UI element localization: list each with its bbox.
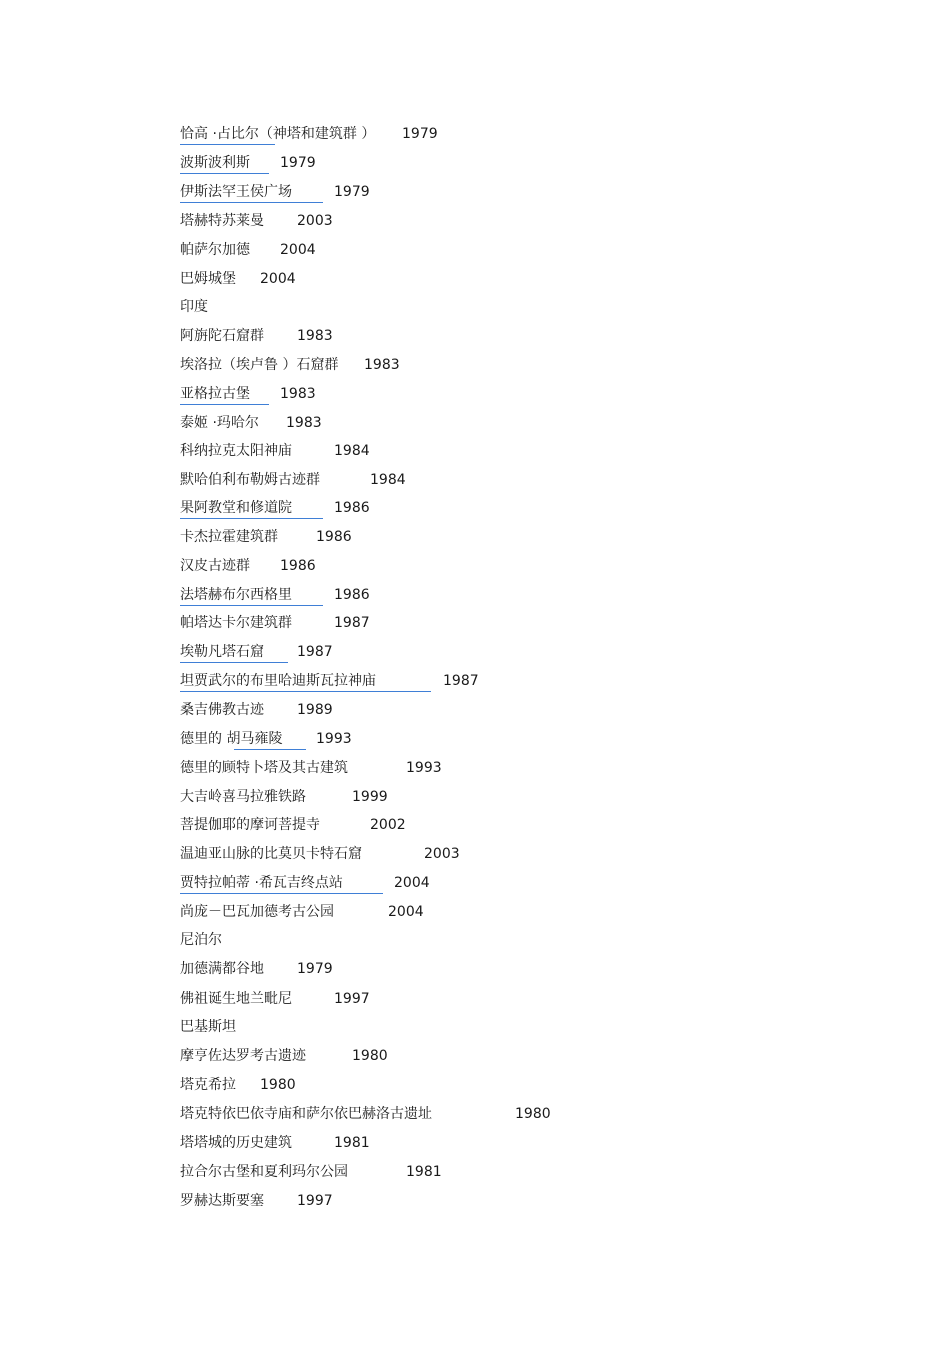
inscription-year: 1986	[280, 558, 316, 574]
site-entry	[180, 873, 430, 895]
site-entry	[180, 1046, 388, 1068]
site-name: 大吉岭喜马拉雅铁路	[180, 789, 306, 805]
site-name: 帕萨尔加德	[180, 242, 250, 258]
inscription-year: 1986	[316, 529, 352, 545]
site-name: 科纳拉克太阳神庙	[180, 443, 292, 459]
site-entry	[180, 1191, 333, 1213]
country-name: 尼泊尔	[180, 932, 222, 948]
country-heading	[180, 1017, 236, 1039]
inscription-year: 2004	[388, 904, 424, 920]
site-entry	[180, 1162, 442, 1184]
site-name: 汉皮古迹群	[180, 558, 250, 574]
site-name: 菩提伽耶的摩诃菩提寺	[180, 817, 320, 833]
site-name: 德里的顾特卜塔及其古建筑	[180, 760, 348, 776]
inscription-year: 1980	[260, 1077, 296, 1093]
link-underline	[234, 749, 306, 750]
inscription-year: 1989	[297, 702, 333, 718]
country-name: 印度	[180, 299, 208, 315]
site-entry	[180, 700, 333, 722]
site-name[interactable]: 恰高 ·占比尔（神塔和建筑群 ）	[180, 126, 376, 142]
site-entry	[180, 989, 370, 1011]
site-name: 塔赫特苏莱曼	[180, 213, 264, 229]
site-name: 泰姬 ·玛哈尔	[180, 415, 259, 431]
inscription-year: 1979	[280, 155, 316, 171]
inscription-year: 1981	[334, 1135, 370, 1151]
site-name[interactable]: 亚格拉古堡	[180, 386, 250, 402]
inscription-year: 1983	[280, 386, 316, 402]
site-entry	[180, 470, 406, 492]
site-entry	[180, 124, 438, 146]
link-underline	[180, 605, 323, 606]
site-entry	[180, 959, 333, 981]
link-underline	[180, 173, 269, 174]
link-underline	[180, 202, 323, 203]
site-entry	[180, 815, 406, 837]
site-entry	[180, 326, 333, 348]
site-name: 塔克希拉	[180, 1077, 236, 1093]
inscription-year: 1997	[334, 991, 370, 1007]
inscription-year: 1987	[443, 673, 479, 689]
site-name[interactable]: 波斯波利斯	[180, 155, 250, 171]
site-entry	[180, 441, 370, 463]
link-underline	[180, 662, 288, 663]
site-name: 佛祖诞生地兰毗尼	[180, 991, 292, 1007]
link-underline	[180, 518, 323, 519]
site-name: 尚庞－巴瓦加德考古公园	[180, 904, 334, 920]
inscription-year: 1983	[286, 415, 322, 431]
inscription-year: 1979	[334, 184, 370, 200]
site-entry	[180, 729, 352, 751]
site-entry	[180, 211, 333, 233]
site-entry	[180, 585, 370, 607]
site-entry	[180, 613, 370, 635]
site-name[interactable]: 伊斯法罕王侯广场	[180, 184, 292, 200]
site-name: 拉合尔古堡和夏利玛尔公园	[180, 1164, 348, 1180]
link-underline	[180, 691, 431, 692]
site-name[interactable]: 坦贾武尔的布里哈迪斯瓦拉神庙	[180, 673, 376, 689]
site-name: 塔塔城的历史建筑	[180, 1135, 292, 1151]
inscription-year: 1993	[406, 760, 442, 776]
inscription-year: 1981	[406, 1164, 442, 1180]
site-entry	[180, 787, 388, 809]
site-entry	[180, 527, 352, 549]
site-entry	[180, 902, 424, 924]
inscription-year: 1987	[334, 615, 370, 631]
inscription-year: 1986	[334, 587, 370, 603]
site-entry	[180, 240, 316, 262]
site-entry	[180, 1104, 551, 1126]
site-name[interactable]: 法塔赫布尔西格里	[180, 587, 292, 603]
inscription-year: 1980	[515, 1106, 551, 1122]
site-entry	[180, 844, 460, 866]
inscription-year: 2002	[370, 817, 406, 833]
site-entry	[180, 498, 370, 520]
site-name: 埃洛拉（埃卢鲁 ）石窟群	[180, 357, 339, 373]
site-name: 塔克特依巴依寺庙和萨尔依巴赫洛古遗址	[180, 1106, 432, 1122]
site-entry	[180, 153, 316, 175]
site-entry	[180, 384, 316, 406]
site-entry	[180, 642, 333, 664]
site-name: 巴姆城堡	[180, 271, 236, 287]
link-underline	[180, 893, 383, 894]
site-name: 摩亨佐达罗考古遗迹	[180, 1048, 306, 1064]
link-underline	[180, 144, 275, 145]
inscription-year: 1979	[402, 126, 438, 142]
inscription-year: 1984	[370, 472, 406, 488]
country-heading	[180, 930, 222, 952]
site-name: 罗赫达斯要塞	[180, 1193, 264, 1209]
site-entry	[180, 413, 322, 435]
inscription-year: 1987	[297, 644, 333, 660]
site-name[interactable]: 埃勒凡塔石窟	[180, 644, 264, 660]
inscription-year: 1993	[316, 731, 352, 747]
inscription-year: 2003	[424, 846, 460, 862]
inscription-year: 1986	[334, 500, 370, 516]
site-name[interactable]: 德里的 胡马雍陵	[180, 731, 283, 747]
site-name: 桑吉佛教古迹	[180, 702, 264, 718]
inscription-year: 2004	[394, 875, 430, 891]
inscription-year: 2004	[260, 271, 296, 287]
site-entry	[180, 758, 442, 780]
inscription-year: 1983	[364, 357, 400, 373]
site-name: 帕塔达卡尔建筑群	[180, 615, 292, 631]
inscription-year: 1999	[352, 789, 388, 805]
site-entry	[180, 1075, 296, 1097]
inscription-year: 1980	[352, 1048, 388, 1064]
site-name[interactable]: 贾特拉帕蒂 ·希瓦吉终点站	[180, 875, 343, 891]
site-name[interactable]: 果阿教堂和修道院	[180, 500, 292, 516]
site-entry	[180, 671, 479, 693]
site-entry	[180, 1133, 370, 1155]
link-underline	[180, 404, 269, 405]
site-entry	[180, 182, 370, 204]
site-entry	[180, 556, 316, 578]
site-name: 加德满都谷地	[180, 961, 264, 977]
site-name: 阿旃陀石窟群	[180, 328, 264, 344]
inscription-year: 1979	[297, 961, 333, 977]
site-name: 卡杰拉霍建筑群	[180, 529, 278, 545]
inscription-year: 1997	[297, 1193, 333, 1209]
inscription-year: 1984	[334, 443, 370, 459]
site-name: 温迪亚山脉的比莫贝卡特石窟	[180, 846, 362, 862]
country-name: 巴基斯坦	[180, 1019, 236, 1035]
site-entry	[180, 269, 296, 291]
inscription-year: 2004	[280, 242, 316, 258]
inscription-year: 2003	[297, 213, 333, 229]
site-name: 默哈伯利布勒姆古迹群	[180, 472, 320, 488]
site-entry	[180, 355, 400, 377]
country-heading	[180, 297, 208, 319]
inscription-year: 1983	[297, 328, 333, 344]
